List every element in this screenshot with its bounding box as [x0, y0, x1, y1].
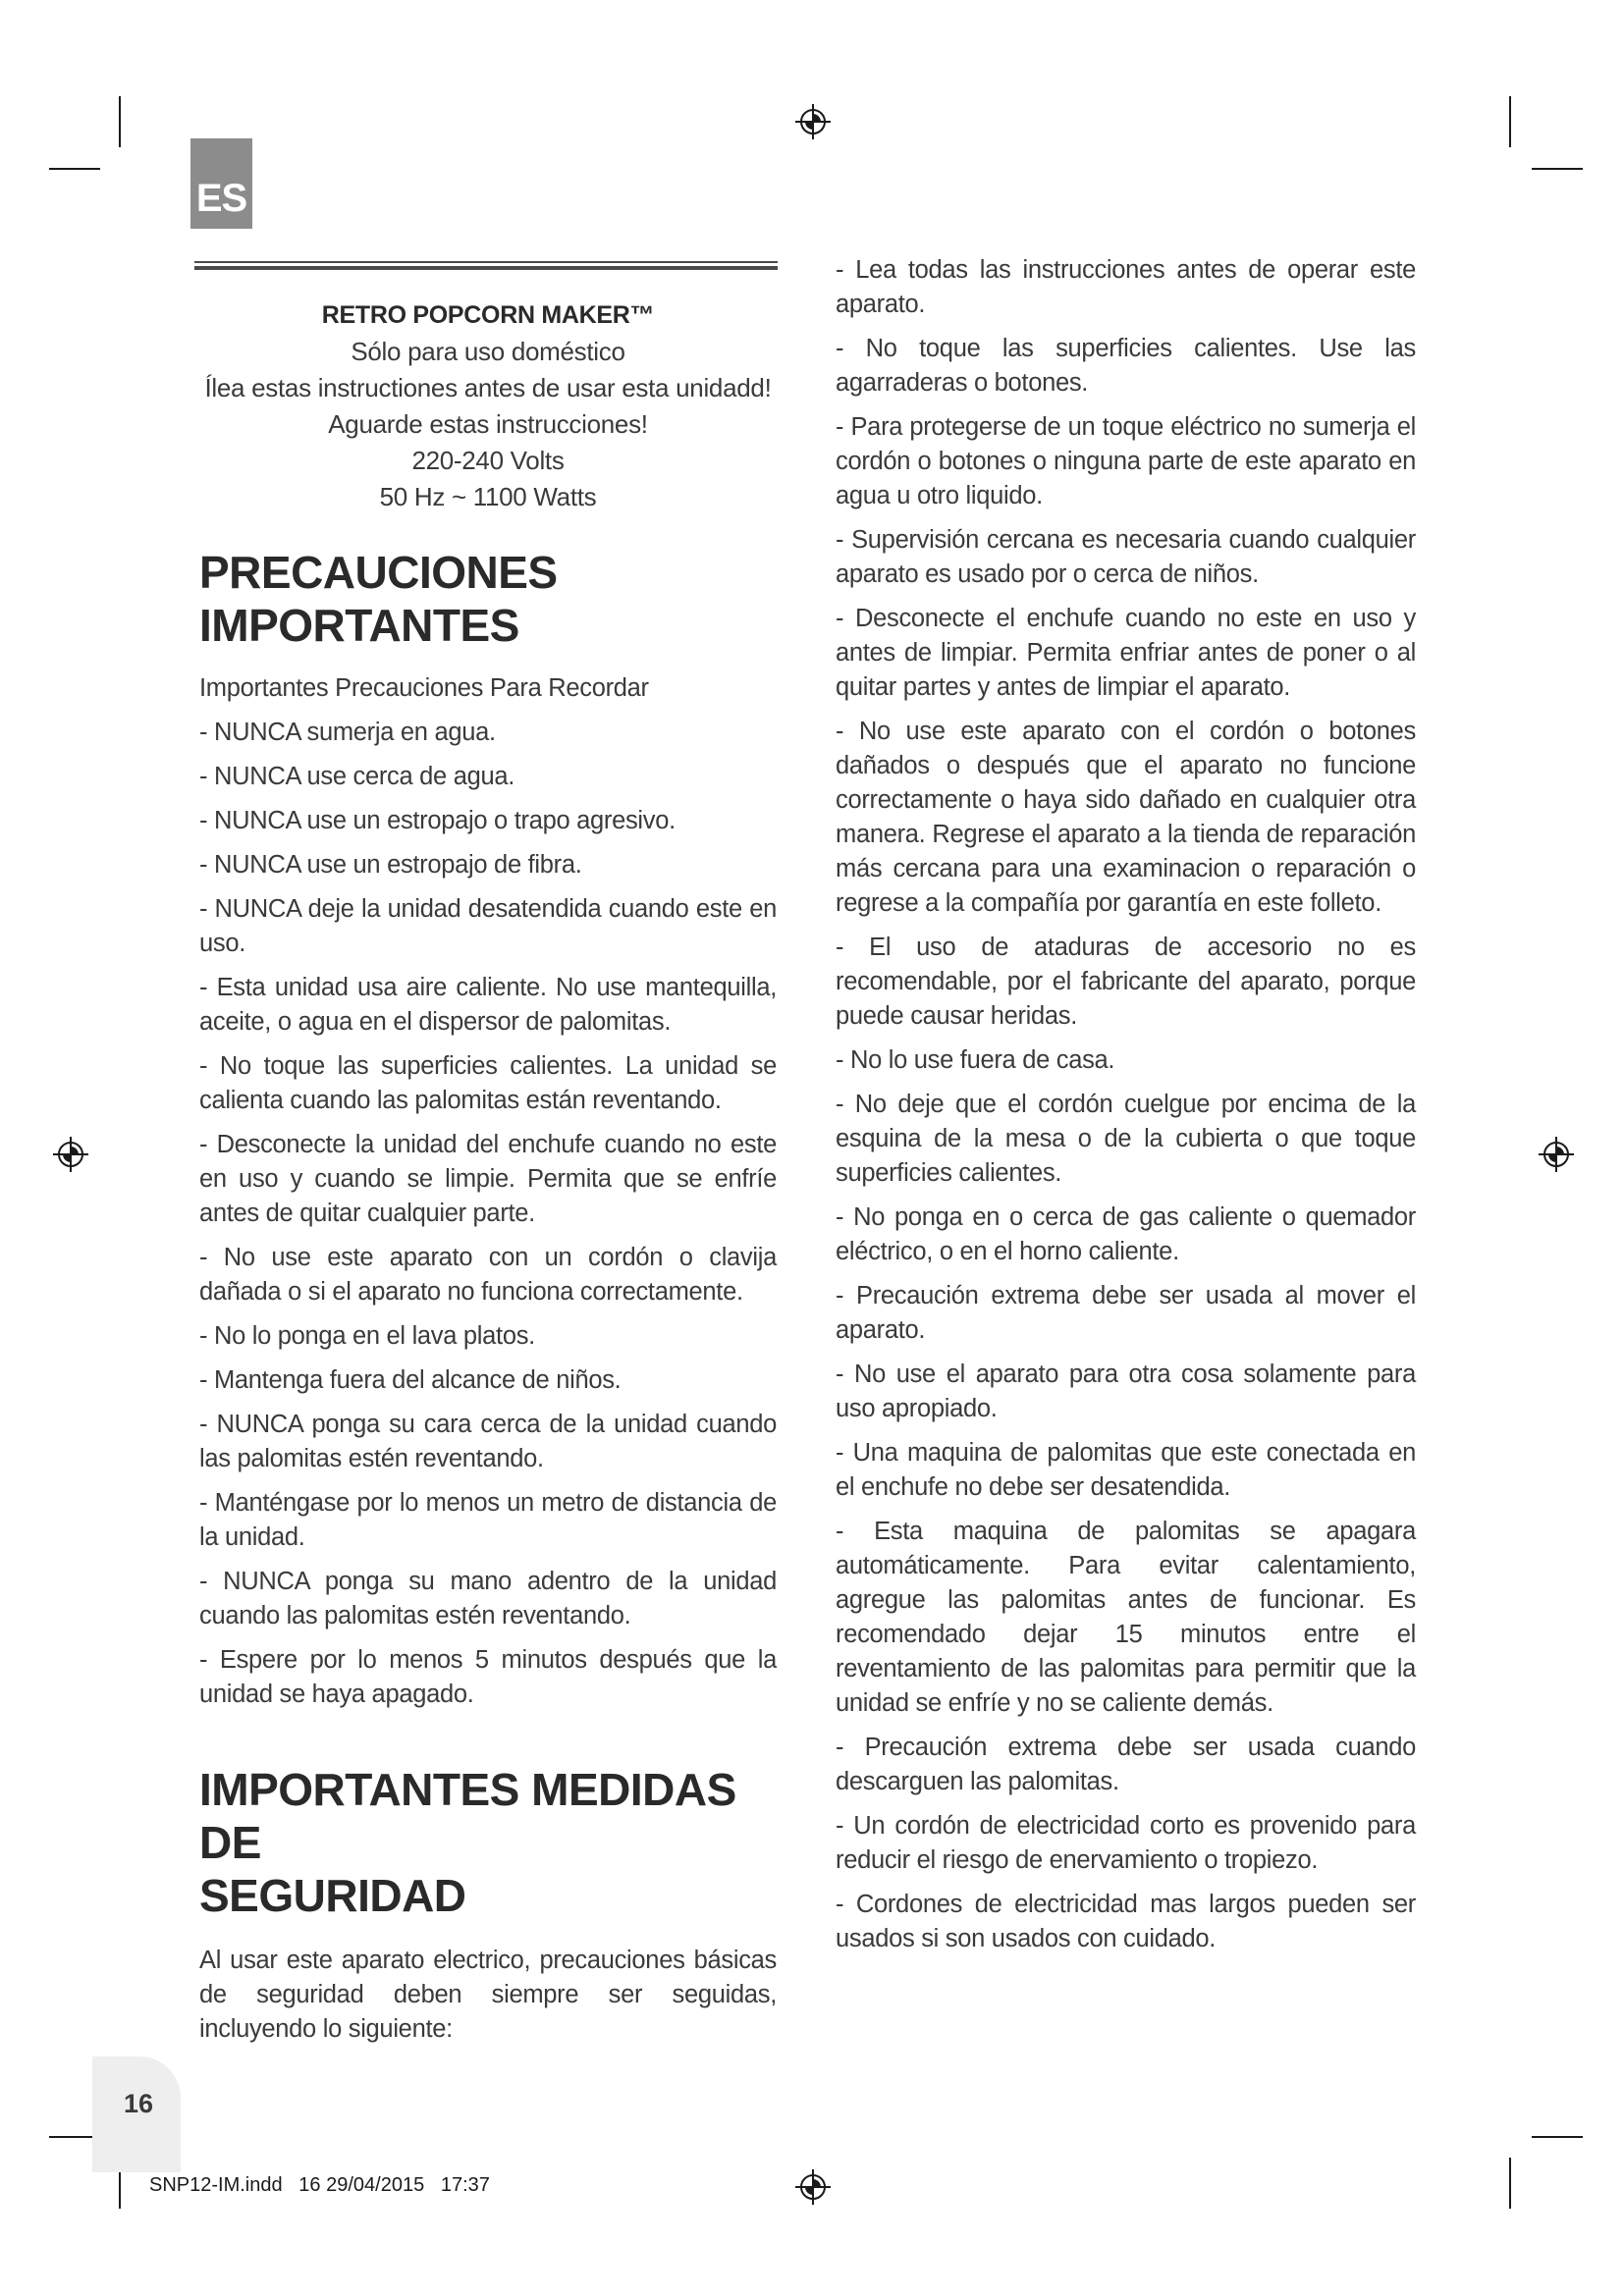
- divider: [194, 261, 778, 263]
- list-item: - No use este aparato con el cordón o botones dañados o después que el aparato no funcione correctamente o haya sido dañado en cualquier otra manera. Regrese el aparato a la tienda de reparación más cercana para una examinacion o reparación o regrese a la compañía por garantía en este folleto.: [836, 718, 1416, 917]
- list-item: - No ponga en o cerca de gas caliente o quemador eléctrico, o en el horno caliente.: [836, 1203, 1416, 1265]
- list-item: - NUNCA deje la unidad desatendida cuando este en uso.: [199, 895, 777, 957]
- list-item: - Manténgase por lo menos un metro de distancia de la unidad.: [199, 1489, 777, 1551]
- list-item: - No use el aparato para otra cosa solamente para uso apropiado.: [836, 1361, 1416, 1422]
- list-item: - Desconecte la unidad del enchufe cuando no este en uso y cuando se limpie. Permita que se enfríe antes de quitar cualquier parte.: [199, 1131, 777, 1227]
- heading-line: IMPORTANTES MEDIDAS DE: [199, 1764, 736, 1868]
- list-item: - NUNCA use un estropajo o trapo agresivo.: [199, 807, 676, 834]
- list-item: - Precaución extrema debe ser usada al mover el aparato.: [836, 1282, 1416, 1344]
- list-item: - No lo use fuera de casa.: [836, 1046, 1115, 1074]
- list-item: - No toque las superficies calientes. La unidad se calienta cuando las palomitas están reventando.: [199, 1052, 777, 1114]
- list-item: - Una maquina de palomitas que este conectada en el enchufe no debe ser desatendida.: [836, 1439, 1416, 1501]
- registration-mark-icon: [1537, 1135, 1576, 1174]
- list-item: - No toque las superficies calientes. Use las agarraderas o botones.: [836, 335, 1416, 397]
- intro-line: 220-240 Volts: [411, 446, 565, 475]
- intro-line: 50 Hz ~ 1100 Watts: [379, 482, 597, 511]
- crop-mark: [1509, 96, 1511, 147]
- intro-line: Aguarde estas instrucciones!: [328, 409, 648, 439]
- product-title: RETRO POPCORN MAKER™: [321, 301, 655, 329]
- list-item: - El uso de ataduras de accesorio no es recomendable, por el fabricante del aparato, porque puede causar heridas.: [836, 934, 1416, 1030]
- list-item: - Espere por lo menos 5 minutos después que la unidad se haya apagado.: [199, 1646, 777, 1708]
- list-item: - Mantenga fuera del alcance de niños.: [199, 1366, 622, 1394]
- list-item: - No deje que el cordón cuelgue por encima de la esquina de la mesa o de la cubierta o que toque superficies calientes.: [836, 1091, 1416, 1187]
- heading-line: SEGURIDAD: [199, 1870, 466, 1921]
- list-item: - Esta maquina de palomitas se apagara automáticamente. Para evitar calentamiento, agregue las palomitas antes de funcionar. Es recomendado dejar 15 minutos entre el reventamiento de las palomitas para permitir que la unidad se enfríe y no se caliente demás.: [836, 1518, 1416, 1717]
- registration-mark-icon: [51, 1135, 90, 1174]
- print-slug: SNP12-IM.indd 16 29/04/2015 17:37: [149, 2174, 490, 2196]
- registration-mark-icon: [793, 2167, 833, 2207]
- list-item: - NUNCA sumerja en agua.: [199, 719, 496, 746]
- divider: [194, 266, 778, 270]
- crop-mark: [1532, 2136, 1583, 2138]
- list-item: - NUNCA use un estropajo de fibra.: [199, 851, 582, 879]
- language-tab: ES: [190, 138, 252, 229]
- section-intro: Al usar este aparato electrico, precauciones básicas de seguridad deben siempre ser seguidas, incluyendo lo siguiente:: [199, 1947, 777, 2043]
- list-item: - Supervisión cercana es necesaria cuando cualquier aparato es usado por o cerca de niños.: [836, 526, 1416, 588]
- section-heading: [199, 1763, 777, 1922]
- list-item: - Lea todas las instrucciones antes de operar este aparato.: [836, 256, 1416, 318]
- left-column: [199, 546, 777, 2047]
- list-item: - Esta unidad usa aire caliente. No use mantequilla, aceite, o agua en el dispersor de palomitas.: [199, 974, 777, 1036]
- crop-mark: [1532, 168, 1583, 170]
- intro-line: Ílea estas instructiones antes de usar esta unidadd!: [204, 373, 772, 402]
- list-item: - Desconecte el enchufe cuando no este en uso y antes de limpiar. Permita enfriar antes de poner o al quitar partes y antes de limpiar el aparato.: [836, 605, 1416, 701]
- list-item: - NUNCA ponga su mano adentro de la unidad cuando las palomitas estén reventando.: [199, 1568, 777, 1629]
- registration-mark-icon: [793, 102, 833, 141]
- product-intro: [199, 297, 777, 515]
- crop-mark: [49, 168, 100, 170]
- list-item: - No use este aparato con un cordón o clavija dañada o si el aparato no funciona correctamente.: [199, 1244, 777, 1306]
- intro-line: Sólo para uso doméstico: [351, 337, 625, 366]
- page-number: 16: [124, 2089, 154, 2118]
- list-item: - No lo ponga en el lava platos.: [199, 1322, 535, 1350]
- list-item: - Cordones de electricidad mas largos pueden ser usados si son usados con cuidado.: [836, 1891, 1416, 1952]
- crop-mark: [1509, 2158, 1511, 2209]
- list-item: - Precaución extrema debe ser usada cuando descarguen las palomitas.: [836, 1734, 1416, 1795]
- crop-mark: [119, 96, 121, 147]
- list-item: Importantes Precauciones Para Recordar: [199, 674, 649, 702]
- right-column: [836, 253, 1416, 1966]
- list-item: - NUNCA ponga su cara cerca de la unidad cuando las palomitas estén reventando.: [199, 1411, 777, 1472]
- list-item: - NUNCA use cerca de agua.: [199, 763, 515, 790]
- list-item: - Un cordón de electricidad corto es provenido para reducir el riesgo de enervamiento o tropiezo.: [836, 1812, 1416, 1874]
- list-item: - Para protegerse de un toque eléctrico no sumerja el cordón o botones o ninguna parte de este aparato en agua u otro liquido.: [836, 413, 1416, 509]
- section-heading: PRECAUCIONES IMPORTANTES: [199, 547, 558, 651]
